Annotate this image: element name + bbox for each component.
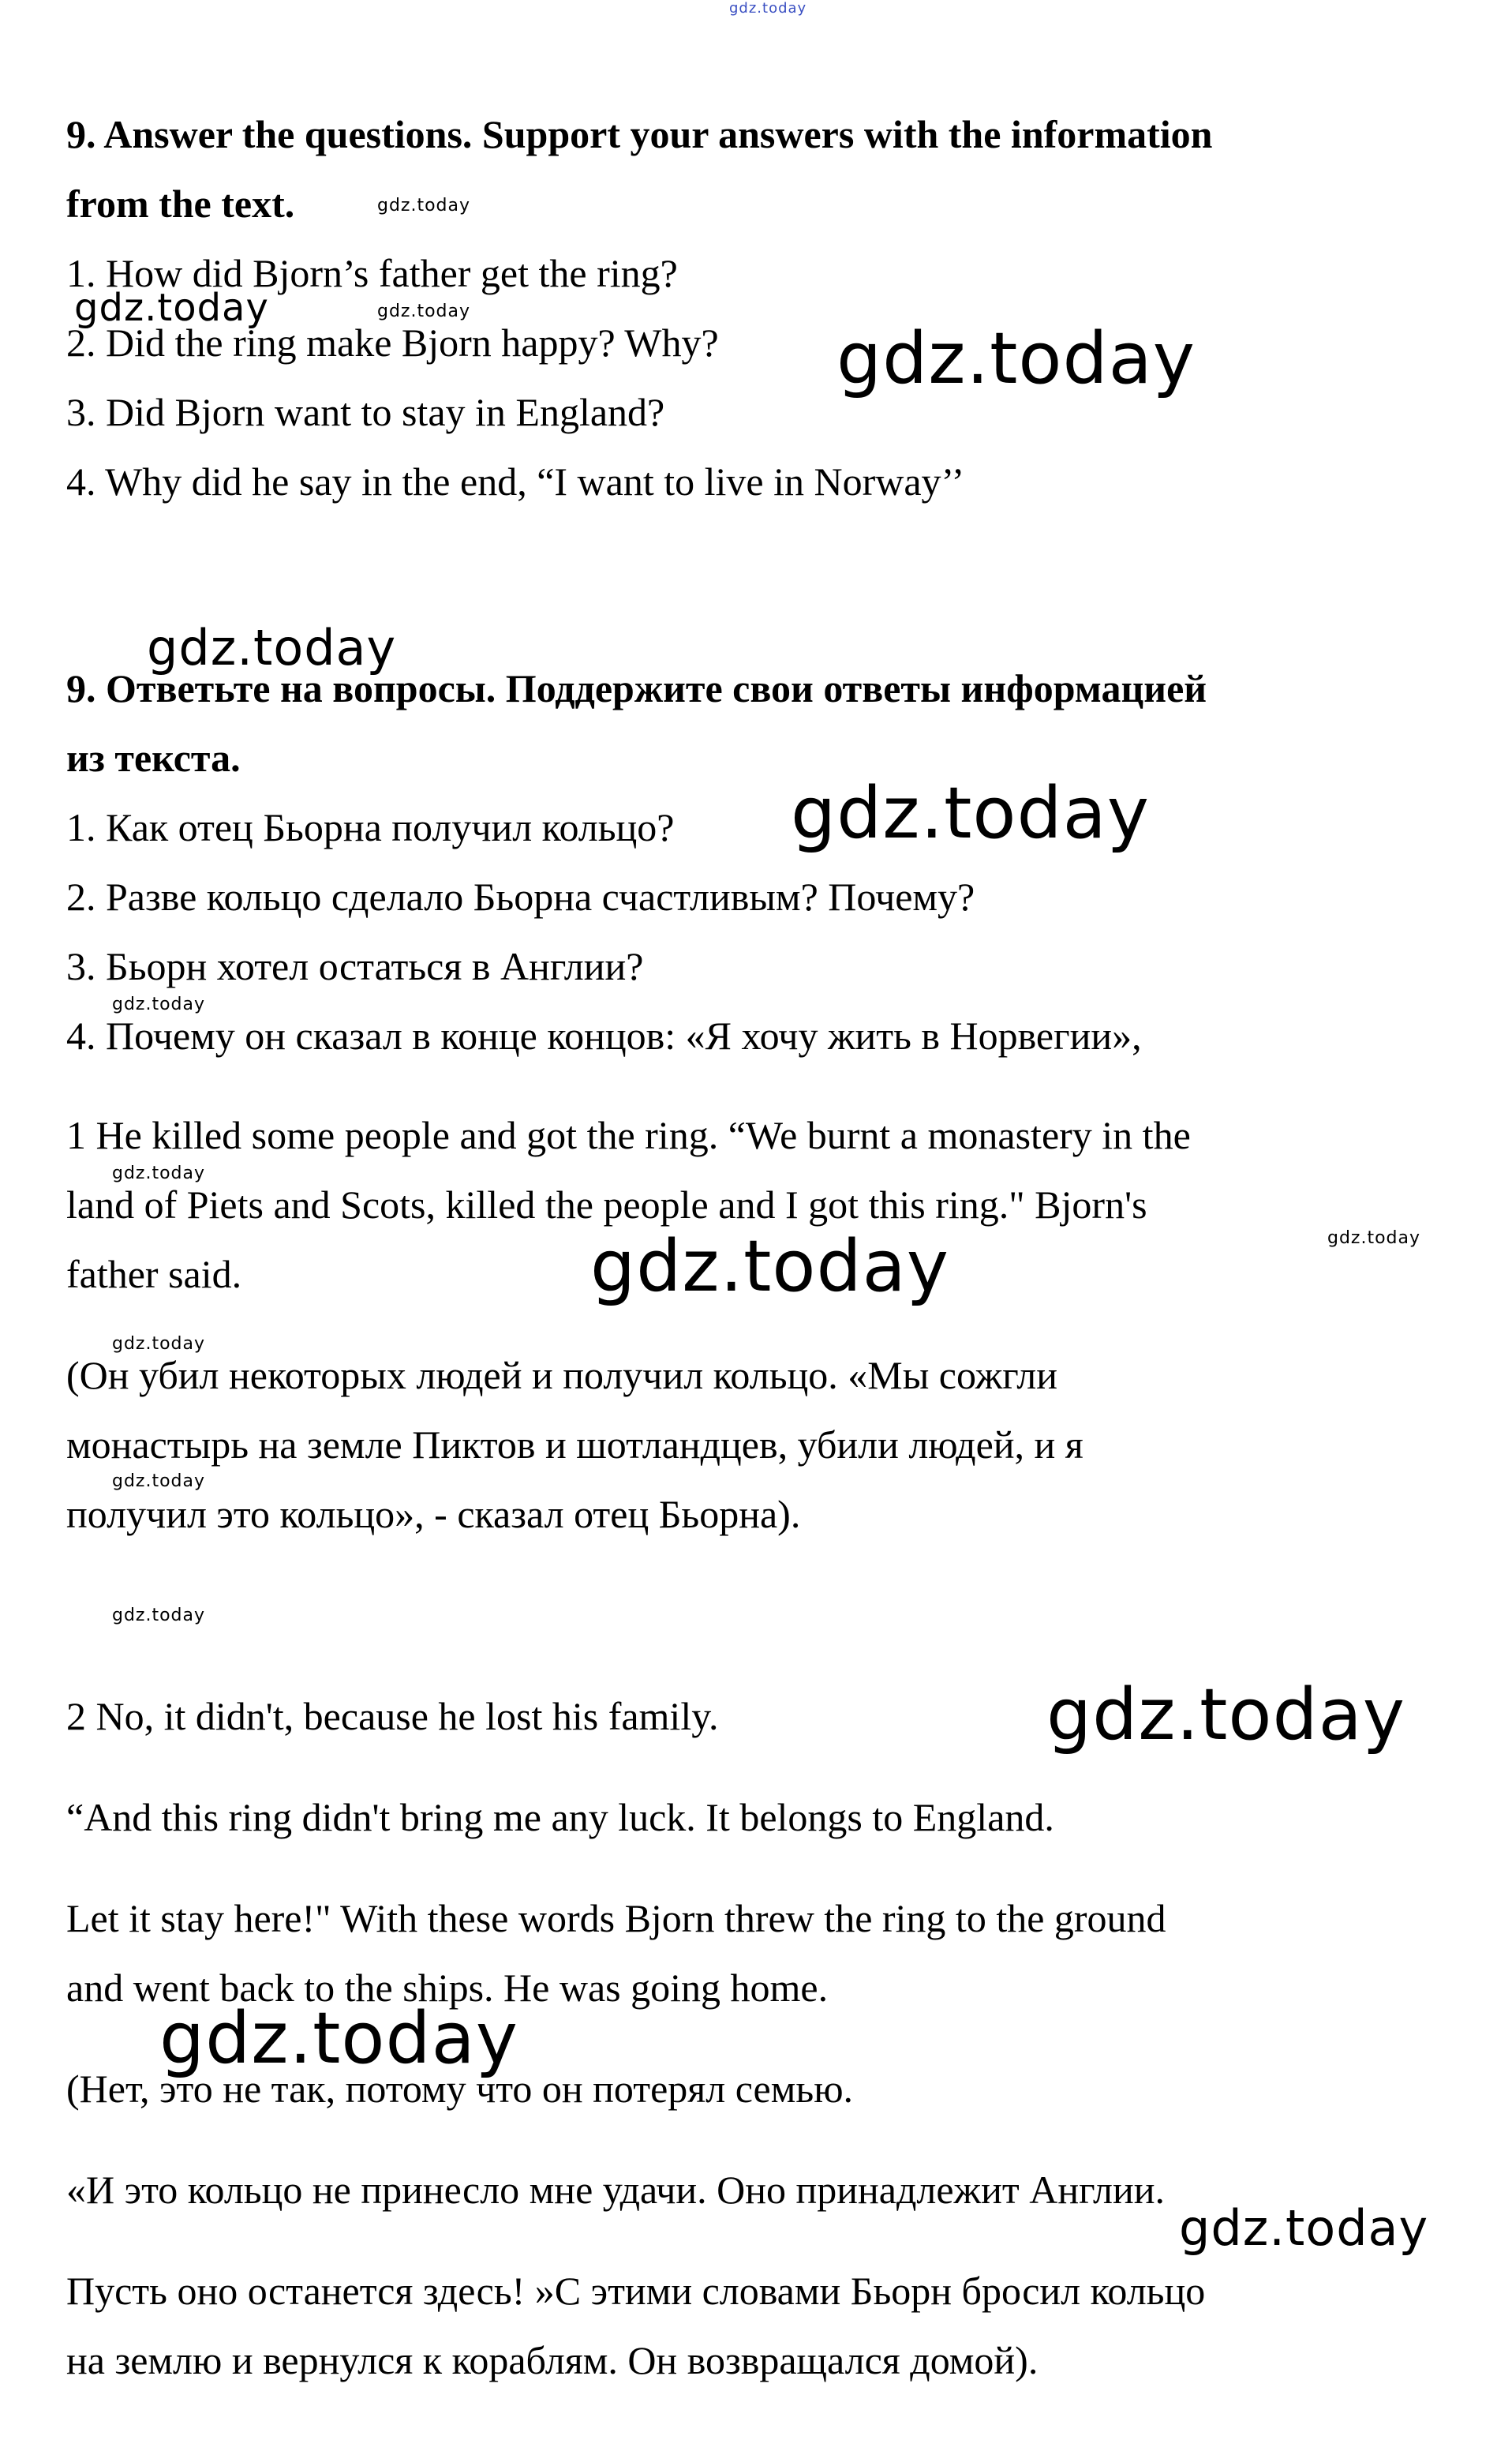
answer2-en-line1: 2 No, it didn't, because he lost his family. bbox=[66, 1694, 719, 1738]
answer2-ru-line4: на землю и вернулся к кораблям. Он возвращался домой). bbox=[66, 2338, 1039, 2382]
top-watermark: gdz.today bbox=[729, 0, 807, 17]
watermark: gdz.today bbox=[112, 995, 206, 1014]
russian-question-3: 3. Бьорн хотел остаться в Англии? bbox=[66, 944, 644, 988]
watermark: gdz.today bbox=[159, 1997, 519, 2080]
answer1-en-line2: land of Piets and Scots, killed the people and I got this ring." Bjorn's bbox=[66, 1182, 1147, 1227]
russian-heading-line1: 9. Ответьте на вопросы. Поддержите свои ответы информацией bbox=[66, 666, 1207, 710]
russian-question-2: 2. Разве кольцо сделало Бьорна счастливым? Почему? bbox=[66, 875, 975, 919]
answer1-ru-line1: (Он убил некоторых людей и получил кольцо. «Мы сожгли bbox=[66, 1353, 1057, 1397]
answer2-en-line2: “And this ring didn't bring me any luck. It belongs to England. bbox=[66, 1795, 1054, 1839]
watermark: gdz.today bbox=[74, 286, 269, 330]
watermark: gdz.today bbox=[377, 302, 471, 321]
answer2-en-line3: Let it stay here!" With these words Bjorn threw the ring to the ground bbox=[66, 1896, 1166, 1940]
english-question-4: 4. Why did he say in the end, “I want to live in Norway’’ bbox=[66, 459, 965, 504]
answer1-ru-line2: монастырь на земле Пиктов и шотландцев, убили людей, и я bbox=[66, 1422, 1083, 1467]
watermark: gdz.today bbox=[112, 1606, 206, 1625]
answer1-en-line1: 1 He killed some people and got the ring. “We burnt a monastery in the bbox=[66, 1113, 1191, 1157]
answer1-ru-line3: получил это кольцо», - сказал отец Бьорна). bbox=[66, 1492, 801, 1536]
russian-heading-line2: из текста. bbox=[66, 736, 241, 780]
russian-question-4: 4. Почему он сказал в конце концов: «Я хочу жить в Норвегии», bbox=[66, 1014, 1142, 1058]
russian-question-1: 1. Как отец Бьорна получил кольцо? bbox=[66, 805, 675, 849]
watermark: gdz.today bbox=[836, 317, 1196, 400]
watermark: gdz.today bbox=[1327, 1228, 1421, 1248]
watermark: gdz.today bbox=[377, 196, 471, 215]
watermark: gdz.today bbox=[147, 619, 397, 676]
watermark: gdz.today bbox=[112, 1334, 206, 1354]
english-heading-line2: from the text. bbox=[66, 182, 295, 226]
watermark: gdz.today bbox=[112, 1471, 206, 1491]
english-heading-line1: 9. Answer the questions. Support your answers with the information bbox=[66, 112, 1213, 156]
english-question-2: 2. Did the ring make Bjorn happy? Why? bbox=[66, 320, 719, 365]
watermark: gdz.today bbox=[1046, 1673, 1406, 1756]
watermark: gdz.today bbox=[590, 1225, 950, 1308]
answer1-en-line3: father said. bbox=[66, 1252, 242, 1296]
watermark: gdz.today bbox=[112, 1164, 206, 1183]
answer2-ru-line2: «И это кольцо не принесло мне удачи. Оно принадлежит Англии. bbox=[66, 2168, 1166, 2212]
english-question-1: 1. How did Bjorn’s father get the ring? bbox=[66, 251, 678, 295]
answer2-en-line4: and went back to the ships. He was going home. bbox=[66, 1966, 829, 2010]
answer2-ru-line1: (Нет, это не так, потому что он потерял семью. bbox=[66, 2067, 854, 2111]
watermark: gdz.today bbox=[1179, 2199, 1429, 2257]
watermark: gdz.today bbox=[791, 772, 1151, 855]
english-question-3: 3. Did Bjorn want to stay in England? bbox=[66, 390, 665, 434]
answer2-ru-line3: Пусть оно останется здесь! »С этими словами Бьорн бросил кольцо bbox=[66, 2269, 1206, 2313]
